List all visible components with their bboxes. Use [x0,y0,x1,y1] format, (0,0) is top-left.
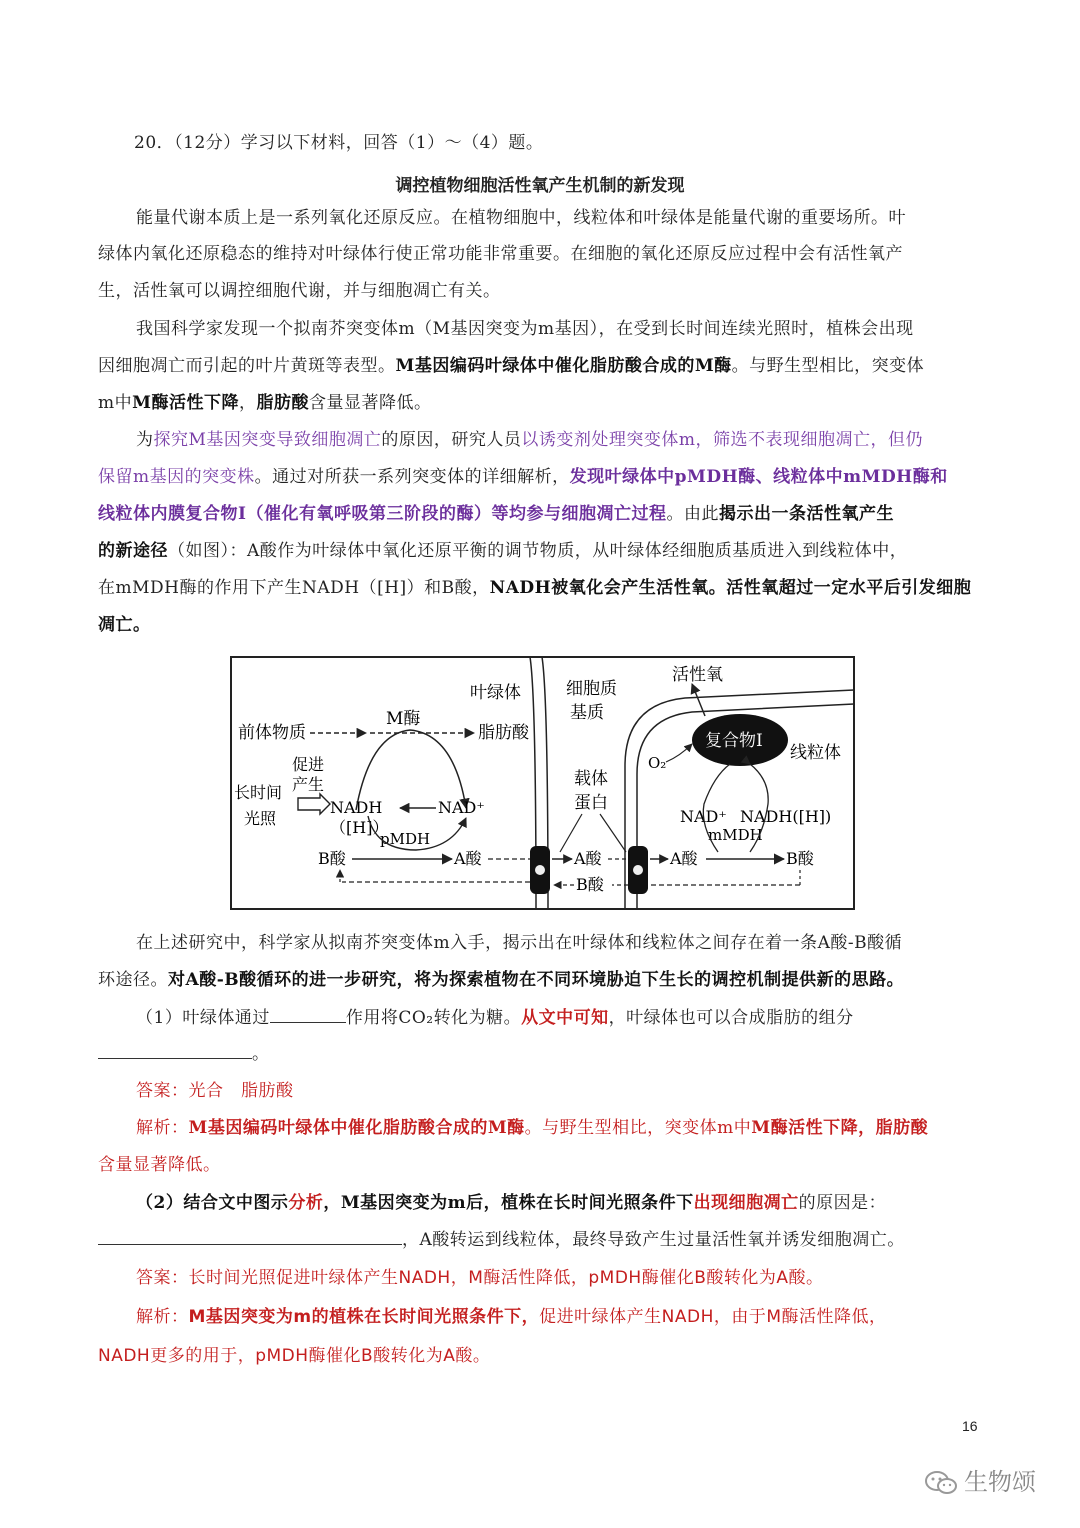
para3-line3 [98,504,894,524]
para2-line2 [98,356,924,376]
label-o2: O₂ [648,754,667,772]
q1-text: 作用将CO₂转化为糖。 [345,1008,522,1028]
label-b-acid: B酸 [318,849,346,868]
q2-highlight: 出现细胞凋亡 [693,1193,799,1213]
question-header: 20．（12分）学习以下材料，回答（1）～（4）题。 [134,133,544,153]
q2-blank[interactable] [98,1230,402,1245]
q1-line2 [98,1044,270,1064]
q1-blank-1[interactable] [270,1008,346,1023]
q2-analysis-label: 解析： [136,1307,189,1327]
label-a-acid: A酸 [454,849,482,868]
para3-text: 为 [136,430,154,450]
q1-analysis-line2: 含量显著降低。 [98,1155,221,1175]
q2-text: 的原因是： [798,1193,887,1213]
q1-text: ，叶绿体也可以合成脂肪的组分 [608,1008,854,1028]
para3-bold: 凋亡。 [98,615,151,635]
para4-line2 [98,970,904,990]
para2-bold-m-gene: M基因编码叶绿体中催化脂肪酸合成的M酶 [395,356,732,376]
label-cytoplasm: 基质 [570,703,604,723]
para2-text: 因细胞凋亡而引起的叶片黄斑等表型。 [98,356,396,376]
para3-bold: NADH被氧化会产生活性氧。活性氧超过一定水平后引发细胞 [489,578,972,598]
label-b-acid-mito: B酸 [786,849,814,868]
label-cytoplasm: 细胞质 [566,679,617,699]
label-nad-plus: NAD⁺ [438,798,485,817]
label-m-enzyme: M酶 [386,709,421,729]
para3-text: 在mMDH酶的作用下产生NADH（[H]）和B酸， [98,578,490,598]
para2-text: 含量显著降低。 [308,393,432,413]
label-light: 光照 [244,809,277,828]
para2-line1: 我国科学家发现一个拟南芥突变体m（M基因突变为m基因），在受到长时间连续光照时，植株会出现 [136,319,914,339]
para3-line1 [136,430,923,450]
q1-blank-2[interactable] [98,1044,252,1059]
para1-line3: 生，活性氧可以调控细胞代谢，并与细胞凋亡有关。 [98,281,501,301]
label-fatty-acid: 脂肪酸 [478,723,529,743]
q1-highlight: 从文中可知 [521,1008,609,1028]
label-protein: 蛋白 [574,793,608,813]
para3-purple: 以诱变剂处理突变体m，筛选不表现细胞凋亡，但仍 [521,430,924,450]
label-pmdh: pMDH [380,830,431,848]
label-produce: 产生 [292,775,325,794]
para1-line1: 能量代谢本质上是一系列氧化还原反应。在植物细胞中，线粒体和叶绿体是能量代谢的重要场所。叶 [136,208,906,228]
label-a-acid-cyto: A酸 [574,849,602,868]
label-mito-nadh: NADH([H]) [740,807,832,826]
q2-text: ，A酸转运到线粒体，最终导致产生过量活性氧并诱发细胞凋亡。 [402,1230,905,1250]
article-title: 调控植物细胞活性氧产生机制的新发现 [395,176,685,196]
label-h: （[H]） [330,818,389,837]
q2-text: （2）结合文中图示 [136,1193,289,1213]
para3-purple-bold: 发现叶绿体中pMDH酶、线粒体中mMDH酶和 [569,467,948,487]
q2-analysis-text: 促进叶绿体产生NADH，由于M酶活性降低， [539,1307,887,1327]
q2-analysis-bold: M基因突变为m的植株在长时间光照条件下， [188,1307,540,1327]
para3-line6 [98,615,151,635]
para4-text: 环途径。 [98,970,168,990]
para3-text: 的原因，研究人员 [381,430,522,450]
label-precursor: 前体物质 [238,723,306,743]
para3-purple: 保留m基因的突变株 [98,467,255,487]
q1-analysis-text: 。与野生型相比，突变体m中 [524,1118,752,1138]
para3-line2 [98,467,948,487]
wechat-icon [924,1470,958,1496]
carrier-protein-right-core [633,865,643,875]
label-mito-nad-plus: NAD⁺ [680,807,727,826]
watermark [924,1462,1036,1497]
q1-text: 。 [252,1044,270,1064]
para2-text: ， [238,393,257,413]
para3-text: （如图）：A酸作为叶绿体中氧化还原平衡的调节物质，从叶绿体经细胞质基质进入到线粒体中， [168,541,908,561]
page-number: 16 [962,1418,978,1434]
para2-text: m中 [98,393,133,413]
para2-line3 [98,393,431,413]
label-promote: 促进 [292,755,325,774]
q2-analysis-line1 [136,1307,887,1327]
q2-line2 [98,1230,905,1250]
label-carrier: 载体 [574,769,608,789]
para3-text: 。由此 [666,504,719,524]
para4-bold: 对A酸-B酸循环的进一步研究，将为探索植物在不同环境胁迫下生长的调控机制提供新的思路。 [168,970,905,990]
para3-purple: 探究M基因突变导致细胞凋亡 [153,430,382,450]
para3-purple-bold: 线粒体内膜复合物Ⅰ（催化有氧呼吸第三阶段的酶）等均参与细胞凋亡过程 [98,504,667,524]
para1-line2: 绿体内氧化还原稳态的维持对叶绿体行使正常功能非常重要。在细胞的氧化还原反应过程中会有活性氧产 [98,244,903,264]
label-ros: 活性氧 [672,665,723,685]
para3-line5 [98,578,971,598]
q1-analysis-bold: M酶活性下降，脂肪酸 [751,1118,929,1138]
label-a-acid-mito: A酸 [670,849,698,868]
q1-line1 [136,1008,854,1028]
q1-analysis-bold: M基因编码叶绿体中催化脂肪酸合成的M酶 [188,1118,525,1138]
q2-analysis-line2: NADH更多的用于，pMDH酶催化B酸转化为A酸。 [98,1346,491,1366]
q1-text: （1）叶绿体通过 [136,1008,270,1028]
label-long-light: 长时间 [234,783,283,802]
q2-highlight: 分析 [288,1193,324,1213]
q2-text: ，M基因突变为m后，植株在长时间光照条件下 [323,1193,694,1213]
carrier-protein-left-core [535,865,545,875]
label-nadh: NADH [330,798,383,817]
q1-analysis-label: 解析： [136,1118,189,1138]
para3-line4 [98,541,907,561]
para3-bold: 的新途径 [98,541,168,561]
para2-bold: 脂肪酸 [256,393,309,413]
q1-analysis-line1 [136,1118,928,1138]
label-complex-i: 复合物Ⅰ [705,731,763,751]
label-b-acid-cyto: B酸 [576,875,604,894]
pathway-figure [230,656,856,912]
q2-line1 [136,1193,886,1213]
para3-text: 。通过对所获一系列突变体的详细解析， [254,467,570,487]
label-chloroplast: 叶绿体 [470,683,521,703]
q1-answer: 答案：光合 脂肪酸 [136,1081,294,1101]
para2-bold: M酶活性下降 [132,393,239,413]
para3-bold: 揭示出一条活性氧产生 [718,504,894,524]
para4-line1: 在上述研究中，科学家从拟南芥突变体m入手，揭示出在叶绿体和线粒体之间存在着一条A酸-B酸循 [136,933,903,953]
q2-answer: 答案：长时间光照促进叶绿体产生NADH，M酶活性降低，pMDH酶催化B酸转化为A酸。 [136,1268,824,1288]
label-mmdh: mMDH [708,826,763,844]
watermark-text: 生物颂 [964,1468,1036,1496]
para2-text: 。与野生型相比，突变体 [731,356,925,376]
label-mitochondria: 线粒体 [790,743,841,763]
